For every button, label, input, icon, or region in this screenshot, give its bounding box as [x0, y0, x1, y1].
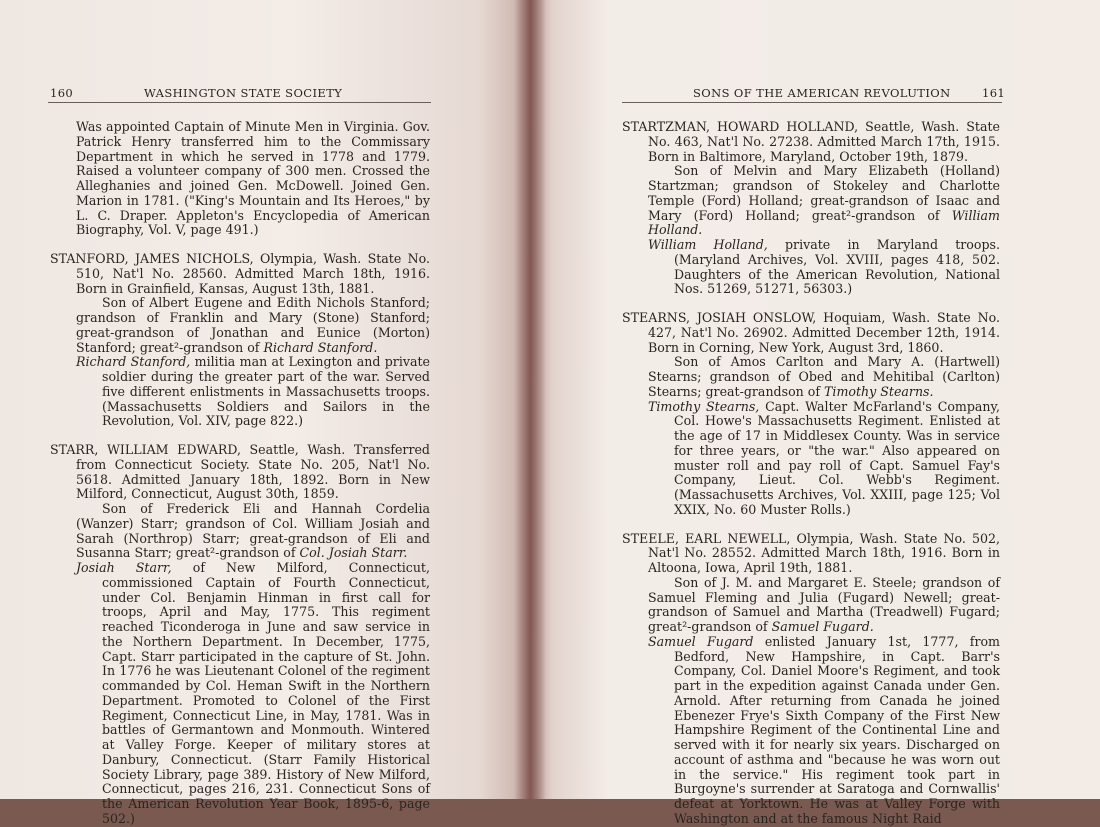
entry-heading-stanford: STANFORD, JAMES NICHOLS, Olympia, Wash. State No. 510, Nat'l No. 28560. Admitted March 18th, 1916. Born in Grainfield, Kansas, August 13th, 1881. [50, 251, 430, 296]
right-running-head: SONS OF THE AMERICAN REVOLUTION [693, 86, 951, 100]
right-page [530, 0, 1100, 826]
ancestor-record-steele: Samuel Fugard enlisted January 1st, 1777, from Bedford, New Hampshire, in Capt. Barr's Company, Col. Daniel Moore's Regiment, and took part in the expedition against Canada under Gen. Arnold. After returning from Canada he joined Ebenezer Frye's Sixth Company of the First New Hampshire Regiment of the Continental Line and served with it for nearly six years. Discharged on account of asthma and "because he was worn out in the service." His regiment took part in Burgoyne's surrender at Saratoga and Cornwallis' defeat at Yorktown. He was at Valley Forge with Washington and at the famous Night Raid [648, 633, 1000, 826]
left-page-number: 160 [50, 86, 74, 100]
entry-heading-steele: STEELE, EARL NEWELL, Olympia, Wash. State No. 502, Nat'l No. 28552. Admitted March 18th, 1916. Born in Altoona, Iowa, April 19th, 1881. [622, 530, 1000, 575]
lineage-starr: Son of Frederick Eli and Hannah Cordelia (Wanzer) Starr; grandson of Col. William Josiah and Sarah (Northrop) Starr; great-grandson of Eli and Susanna Starr; great²-grandson of Col. Josiah Starr. [76, 501, 430, 561]
lineage-steele: Son of J. M. and Margaret E. Steele; grandson of Samuel Fleming and Julia (Fugard) Newell; great-grandson of Samuel and Martha (Treadwell) Fugard; great²-grandson of Samuel Fugard. [648, 574, 1000, 634]
entry-heading-startzman: STARTZMAN, HOWARD HOLLAND, Seattle, Wash. State No. 463, Nat'l No. 27238. Admitted March 17th, 1915. Born in Baltimore, Maryland, October 19th, 1879. [622, 119, 1000, 164]
left-running-head: WASHINGTON STATE SOCIETY [144, 86, 343, 100]
ancestor-record-startzman: William Holland, private in Maryland troops. (Maryland Archives, Vol. XVIII, pages 418, 502. Daughters of the American Revolution, National Nos. 51269, 51271, 56303.) [648, 237, 1000, 297]
left-text-column [50, 120, 430, 827]
lineage-stearns: Son of Amos Carlton and Mary A. (Hartwell) Stearns; grandson of Obed and Mehitibal (Carlton) Stearns; great-grandson of Timothy Stearns. [648, 354, 1000, 399]
ancestor-record-stearns: Timothy Stearns, Capt. Walter McFarland's Company, Col. Howe's Massachusetts Regiment. Enlisted at the age of 17 in Middlesex County. Was in service for three years, or "the war." Also appeared on muster roll and pay roll of Capt. Samuel Fay's Company, Lieut. Col. Webb's Regiment. (Massachusetts Archives, Vol. XXIII, page 125; Vol XXIX, No. 60 Muster Rolls.) [648, 398, 1000, 517]
ancestor-record-stanford: Richard Stanford, militia man at Lexington and private soldier during the greater part of the war. Served five different enlistments in Massachusetts troops. (Massachusetts Soldiers and Sailors in the Revolution, Vol. XIV, page 822.) [76, 354, 430, 429]
book-gutter [514, 0, 546, 799]
right-header-rule [622, 102, 1002, 103]
left-page [0, 0, 532, 826]
continuation-paragraph: Was appointed Captain of Minute Men in Virginia. Gov. Patrick Henry transferred him to the Commissary Department in which he served in 1778 and 1779. Raised a volunteer company of 300 men. Crossed the Alleghanies and joined Gen. McDowell. Joined Gen. Marion in 1781. ("King's Mountain and Its Heroes," by L. C. Draper. Appleton's Encyclopedia of American Biography, Vol. V, page 491.) [76, 119, 430, 238]
right-text-column [622, 120, 1000, 827]
right-page-number: 161 [982, 86, 1006, 100]
ancestor-record-starr: Josiah Starr, of New Milford, Connecticut, commissioned Captain of Fourth Connecticut, under Col. Benjamin Hinman in first call for troops, April and May, 1775. This regiment reached Ticonderoga in June and saw service in the Northern Department. In December, 1775, Capt. Starr participated in the capture of St. John. In 1776 he was Lieutenant Colonel of the regiment commanded by Col. Heman Swift in the Northern Department. Promoted to Colonel of the First Regiment, Connecticut Line, in May, 1781. Was in battles of Germantown and Monmouth. Wintered at Valley Forge. Keeper of military stores at Danbury, Connecticut. (Starr Family Historical Society Library, page 389. History of New Milford, Connecticut, pages 216, 231. Connecticut Sons of the American Revolution Year Book, 1895-6, page 502.) [76, 560, 430, 826]
entry-heading-stearns: STEARNS, JOSIAH ONSLOW, Hoquiam, Wash. State No. 427, Nat'l No. 26902. Admitted December 12th, 1914. Born in Corning, New York, August 3rd, 1860. [622, 310, 1000, 355]
left-header-rule [48, 102, 431, 103]
lineage-startzman: Son of Melvin and Mary Elizabeth (Holland) Startzman; grandson of Stokeley and Charlotte Temple (Ford) Holland; great-grandson of Isaac and Mary (Ford) Holland; great²-grandson of William Holland. [648, 163, 1000, 238]
entry-heading-starr: STARR, WILLIAM EDWARD, Seattle, Wash. Transferred from Connecticut Society. State No. 205, Nat'l No. 5618. Admitted January 18th, 1892. Born in New Milford, Connecticut, August 30th, 1859. [50, 442, 430, 502]
lineage-stanford: Son of Albert Eugene and Edith Nichols Stanford; grandson of Franklin and Mary (Stone) Stanford; great-grandson of Jonathan and Eunice (Morton) Stanford; great²-grandson of Richard Stanford. [76, 295, 430, 355]
